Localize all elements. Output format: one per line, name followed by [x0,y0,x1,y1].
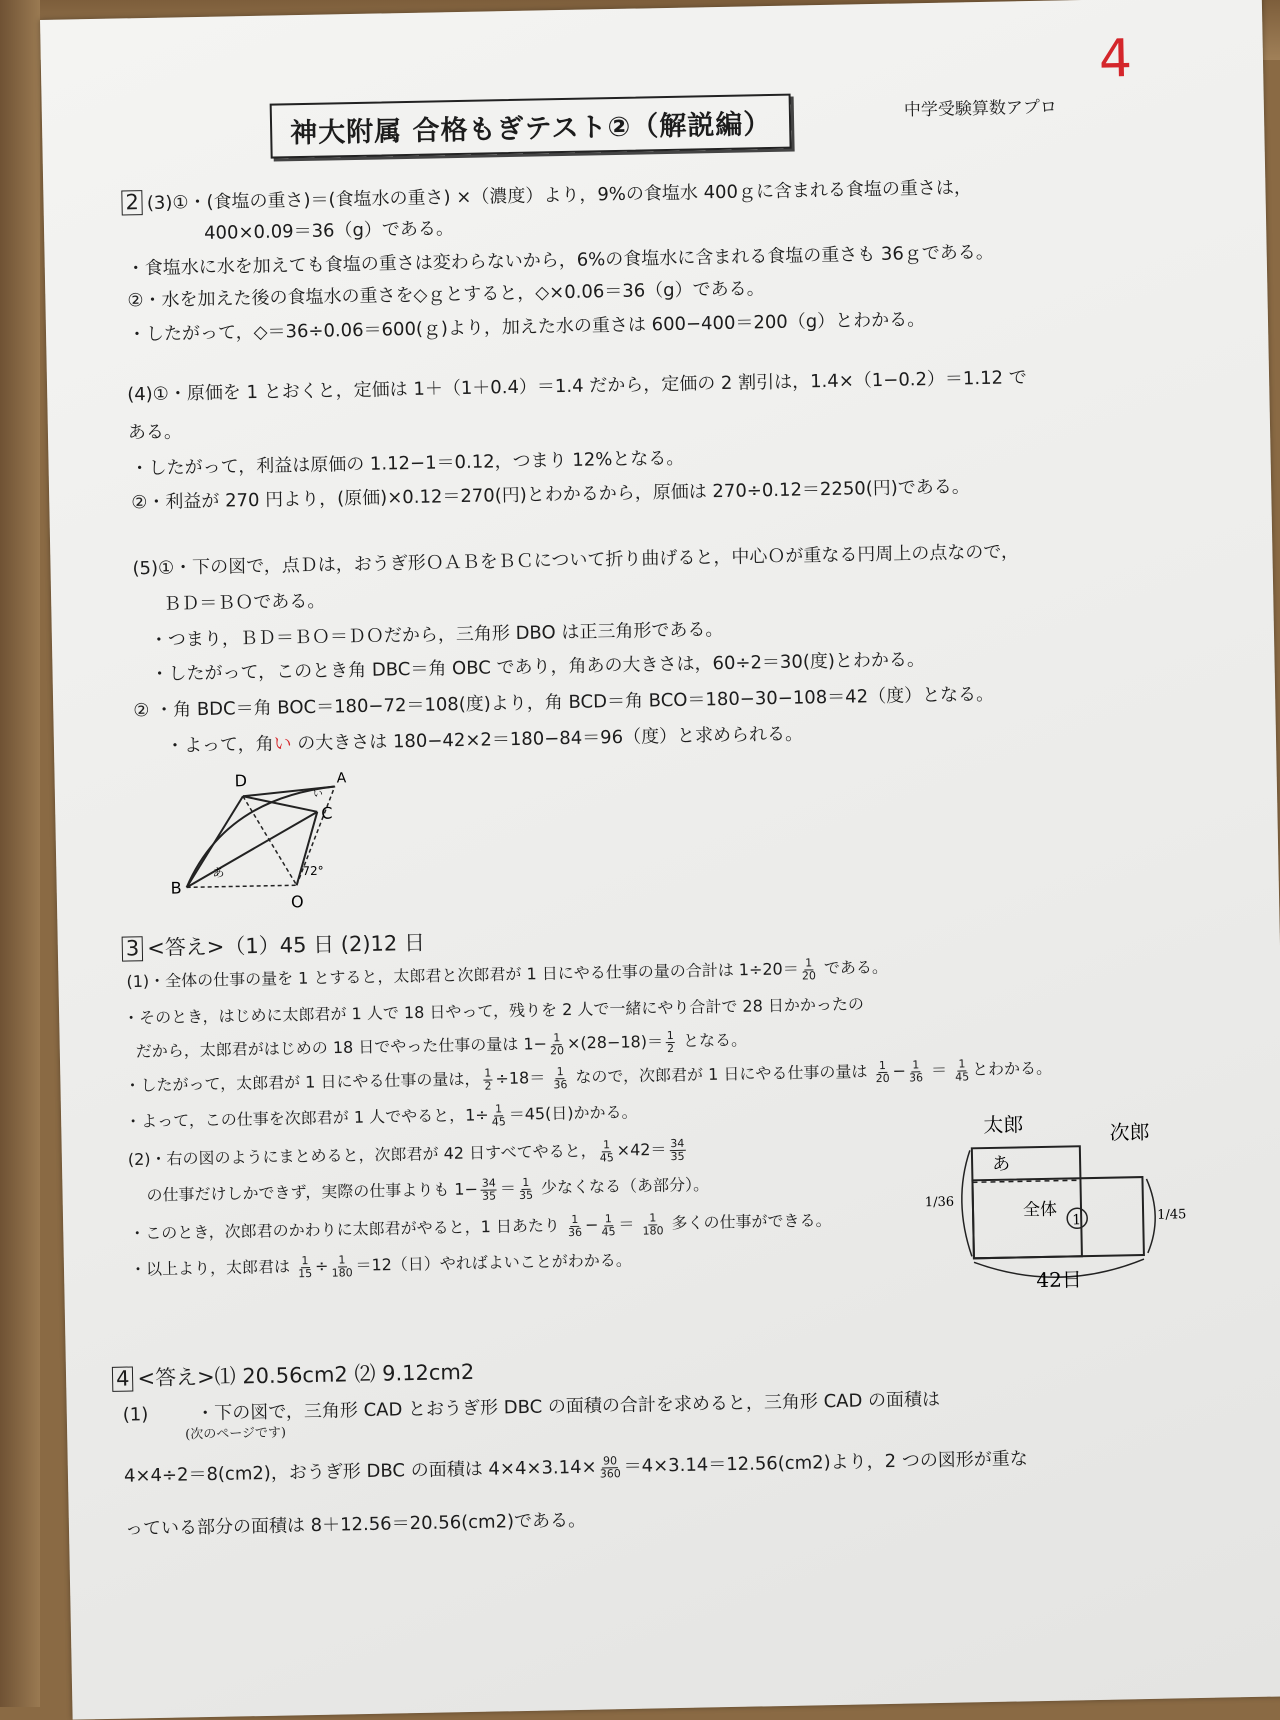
num: 1 [649,1211,657,1225]
brace-left [961,1150,972,1256]
brace-right [1146,1179,1155,1253]
num: 1 [604,1212,612,1226]
num: 1 [878,1058,887,1073]
sec3-line-3 [136,1029,748,1065]
sec4-line-1 [123,1389,941,1426]
sec4-line-2 [124,1447,1028,1488]
fraction [669,1138,685,1162]
label-days: 42日 [1036,1267,1083,1293]
den: 36 [553,1077,568,1091]
sec2-line-7: ある。 [127,421,183,444]
sec2-line-11: ＢＤ＝ＢＯである。 [163,590,326,615]
angle-i: い [312,788,324,800]
den: 45 [955,1069,970,1084]
num: 1 [912,1058,920,1072]
fraction [601,1213,615,1237]
num: 1 [666,1029,674,1043]
sec3-line-1 [126,956,888,995]
fraction [909,1059,923,1083]
den: 35 [518,1188,534,1202]
text: 少なくなる（あ部分）。 [540,1174,710,1198]
sec3-line-2: ・そのとき，はじめに太郎君が 1 人で 18 日やって，残りを 2 人で一緒にやり合計で 28 日かかったの [122,994,865,1028]
den: 20 [875,1071,890,1085]
point-O: O [290,892,304,912]
page-title: 神大附属 合格もぎテスト②（解説編） [270,94,792,159]
segment-BO [187,885,297,887]
text: の仕事だけしかできず，実際の仕事よりも 1− [146,1179,479,1205]
handwritten-note: (次のページです) [185,1425,287,1443]
fraction [550,1032,564,1056]
angle-a: あ [212,865,225,880]
worksheet-page [40,0,1280,1720]
point-B: B [170,878,182,898]
sec2-line-9: ②・利益が 270 円より，(原価)×0.12＝270(円)とわかるから，原価は 270÷0.12＝2250(円)である。 [131,476,970,514]
section-number: 4 [112,1366,134,1391]
text: ・よって，この仕事を次郎君が 1 人でやると，1÷ [124,1105,489,1132]
den: 2 [484,1079,492,1093]
fraction [298,1255,312,1279]
sec2-line-12: ・つまり，ＢＤ＝ＢＯ＝ＤＯだから，三角形 DBO は正三角形である。 [149,618,724,652]
section-number: 3 [122,936,144,961]
label-taro: 太郎 [983,1112,1024,1138]
den: 35 [481,1189,497,1203]
num: 1 [602,1138,611,1152]
num: 1 [338,1253,346,1267]
text: である。 [823,957,889,978]
angle-72: 72° [302,863,324,879]
fraction [519,1177,533,1201]
fraction [666,1030,675,1054]
sec3-line-9 [130,1249,632,1283]
fraction [331,1254,352,1278]
sec3-line-5 [125,1101,638,1135]
text: ＝ [930,1060,948,1080]
text: (1)・全体の仕事の量を 1 とすると，太郎君と次郎君が 1 日にやる仕事の量の合計は 1÷20＝ [126,959,799,992]
label-jiro: 次郎 [1109,1119,1150,1145]
fraction [955,1058,969,1082]
point-A: A [336,770,347,787]
brand-label: 中学受験算数アプロ [903,97,1058,121]
text: ＝12（日）やればよいことがわかる。 [355,1250,632,1275]
text: ＝45(日)かかる。 [508,1102,638,1124]
sec2-line-15 [166,723,804,757]
num: 1 [571,1212,579,1227]
text: ÷18＝ [495,1068,546,1088]
den: 360 [599,1466,621,1481]
num: 1 [805,956,813,970]
sec2-line-14: ② ・角 BDC＝角 BOC＝180−72＝108(度)より，角 BCD＝角 BCO＝180−30−108＝42（度）となる。 [133,683,995,722]
num: 1 [522,1175,530,1189]
sec3-line-6 [128,1138,689,1173]
point-D: D [234,771,248,791]
sec3-line-7 [146,1173,709,1208]
num: 90 [602,1454,618,1468]
text: − [584,1215,599,1235]
point-C: C [321,803,333,823]
work-diagram [924,1106,1204,1293]
text: ÷ [314,1256,329,1276]
den: 2 [666,1041,675,1055]
text: の大きさは 180−42×2＝180−84＝96（度）と求められる。 [291,723,804,755]
text: 4×4÷2＝8(cm2)，おうぎ形 DBC の面積は 4×4×3.14× [123,1456,597,1487]
label-one: 1 [1072,1212,1082,1229]
den: 45 [491,1114,506,1129]
den: 180 [331,1265,353,1280]
text: ・よって，角 [165,733,274,757]
text: なので，次郎君が 1 日にやる仕事の量は [575,1061,868,1087]
fraction [642,1212,663,1236]
section-number: 2 [121,190,143,215]
answer: <答え>⑴ 20.56cm2 ⑵ 9.12cm2 [137,1359,475,1391]
text: ・したがって，太郎君が 1 日にやる仕事の量は， [124,1069,481,1096]
fraction [875,1060,889,1084]
den: 20 [549,1043,565,1057]
text: 多くの仕事ができる。 [671,1210,832,1233]
page-number: 4 [1098,29,1133,90]
sec4-header [112,1356,475,1393]
text: ×42＝ [616,1139,667,1160]
desk-left [0,0,40,1707]
sec2-line-8: ・したがって，利益は原価の 1.12−1＝0.12，つまり 12%となる。 [130,447,685,480]
den: 45 [601,1224,616,1238]
den: 20 [801,968,817,983]
sec4-line-3: っている部分の面積は 8＋12.56＝20.56(cm2)である。 [124,1509,587,1540]
answer: <答え>（1）45 日 (2)12 日 [146,930,426,961]
den: 36 [908,1070,924,1085]
jiro-rect [972,1177,1143,1258]
sec2-line-4: ②・水を加えた後の食塩水の重さを◇ｇとすると，◇×0.06＝36（g）である。 [127,278,765,312]
sec2-line-6: (4)①・原価を 1 とおくと，定価は 1＋（1＋0.4）＝1.4 だから，定価の 2 割引は，1.4×（1−0.2）＝1.12 で [127,367,1027,406]
sec3-header [122,927,426,963]
num: 1 [553,1031,561,1045]
fraction [568,1214,582,1238]
text: (2)・右の図のようにまとめると，次郎君が 42 日すべてやると， [127,1141,597,1170]
sec3-line-4 [124,1057,1052,1099]
text: ＝ [618,1214,635,1234]
text: (3)①・(食塩の重さ)＝(食塩水の重さ) ×（濃度）より，9%の食塩水 400ｇに含まれる食塩の重さは， [146,177,973,214]
angle-i-label: い [273,733,292,755]
text: ＝ [499,1178,517,1198]
num: 34 [670,1136,685,1151]
text: (1) [122,1404,149,1426]
fraction [483,1068,492,1092]
text: ・このとき，次郎君のかわりに太郎君がやると，1 日あたり [129,1215,561,1244]
fraction [492,1103,506,1127]
label-left-frac: 1/36 [924,1194,955,1211]
text: となる。 [682,1030,748,1051]
num: 34 [481,1176,496,1190]
fraction [599,1139,613,1163]
num: 1 [301,1254,309,1268]
sec2-line-1 [121,174,972,215]
label-a: あ [991,1153,1011,1175]
sec2-line-10: (5)①・下の図で，点Ｄは，おうぎ形ＯＡＢをＢＣについて折り曲げると，中心Ｏが重なる円周上の点なので， [132,541,1020,580]
fraction [802,957,816,981]
fraction [481,1177,497,1201]
text: だから，太郎君がはじめの 18 日でやった仕事の量は 1− [135,1034,548,1061]
den: 180 [642,1223,664,1238]
fan-diagram [154,766,357,920]
text: ・以上より，太郎君は [129,1256,291,1280]
den: 36 [567,1225,583,1239]
fraction [599,1455,620,1479]
den: 45 [599,1150,614,1165]
text: − [892,1061,907,1081]
segment-DO [243,795,297,886]
sec2-line-2: 400×0.09＝36（g）である。 [203,218,455,244]
den: 35 [670,1149,685,1163]
den: 15 [298,1266,313,1280]
num: 1 [484,1066,492,1080]
sec2-line-13: ・したがって，このとき角 DBC＝角 OBC であり，角あの大きさは，60÷2＝30(度)とわかる。 [150,649,926,685]
sec2-line-3: ・食塩水に水を加えても食塩の重さは変わらないから，6%の食塩水に含まれる食塩の重さも 36ｇである。 [126,241,995,280]
fraction [553,1066,567,1090]
label-total: 全体 [1022,1199,1058,1221]
num: 1 [494,1102,503,1116]
num: 1 [556,1065,564,1079]
sec3-line-8 [129,1209,832,1247]
text: ＝4×3.14＝12.56(cm2)より，2 つの図形が重な [623,1448,1029,1478]
text: ・下の図で，三角形 CAD とおうぎ形 DBC の面積の合計を求めると，三角形 CAD の面積は [196,1388,941,1425]
label-right-frac: 1/45 [1157,1207,1187,1223]
text: とわかる。 [971,1058,1053,1079]
num: 1 [958,1057,966,1071]
sec2-line-5: ・したがって，◇＝36÷0.06＝600(ｇ)より，加えた水の重さは 600−400＝200（g）とわかる。 [127,309,926,346]
text: ×(28−18)＝ [566,1031,664,1053]
